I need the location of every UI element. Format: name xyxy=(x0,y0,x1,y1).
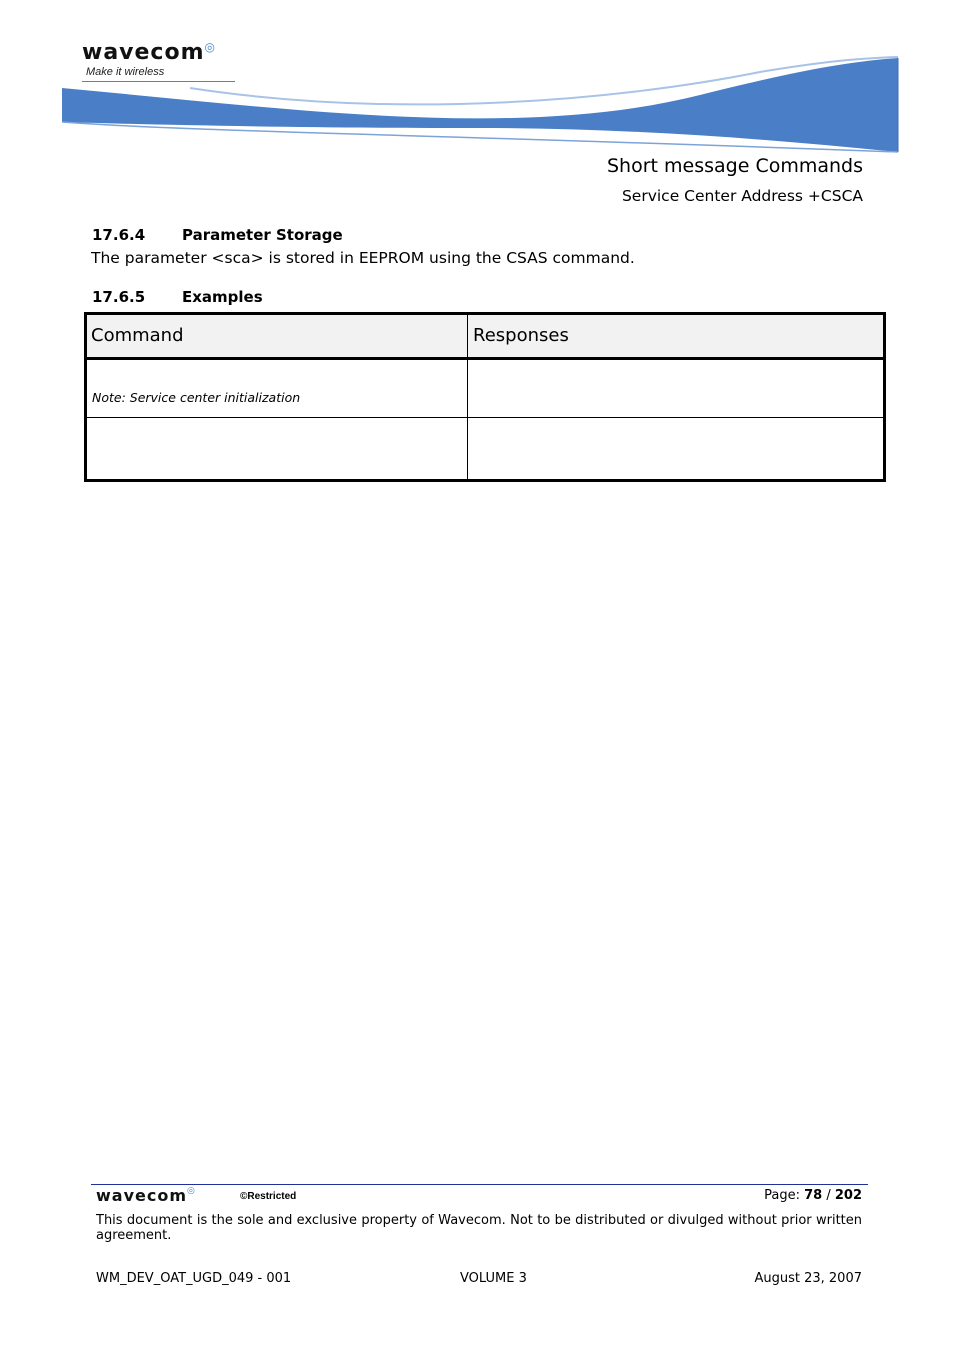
logo-underline xyxy=(82,81,235,82)
heading-examples xyxy=(92,288,263,306)
page-label: Page: xyxy=(764,1188,800,1203)
volume-label: VOLUME 3 xyxy=(460,1271,527,1286)
logo-swirl-icon: ◎ xyxy=(187,1186,196,1196)
page-current: 78 xyxy=(804,1188,823,1203)
heading-number: 17.6.5 xyxy=(92,288,146,306)
logo-tagline: Make it wireless xyxy=(86,66,165,78)
section-title: Service Center Address +CSCA xyxy=(621,187,863,205)
column-header-responses: Responses xyxy=(473,325,569,346)
footer-rule xyxy=(91,1184,868,1185)
page-number xyxy=(764,1188,862,1203)
heading-parameter-storage xyxy=(92,226,343,244)
paragraph-parameter-storage: The parameter <sca> is stored in EEPROM using the CSAS command. xyxy=(91,249,635,267)
logo-swirl-icon: ◎ xyxy=(204,40,216,54)
document-date: August 23, 2007 xyxy=(754,1271,862,1286)
restricted-label: ©Restricted xyxy=(240,1191,297,1202)
footer-wavecom-logo: wavecom◎ xyxy=(96,1186,196,1205)
examples-table xyxy=(84,312,886,482)
table-cell-note: Note: Service center initialization xyxy=(92,390,301,405)
header-banner xyxy=(0,0,954,160)
chapter-title: Short message Commands xyxy=(606,155,863,177)
confidentiality-notice: This document is the sole and exclusive property of Wavecom. Not to be distributed or divulged without prior written agreement. xyxy=(96,1213,862,1243)
page-total: 202 xyxy=(834,1188,862,1203)
page-separator: / xyxy=(826,1188,831,1203)
heading-text: Examples xyxy=(182,288,263,306)
wavecom-logo: wavecom◎ xyxy=(82,40,216,65)
heading-text: Parameter Storage xyxy=(182,226,343,244)
table-column-divider xyxy=(467,315,468,479)
heading-number: 17.6.4 xyxy=(92,226,146,244)
table-row-divider xyxy=(87,417,883,418)
column-header-command: Command xyxy=(91,325,184,346)
document-id: WM_DEV_OAT_UGD_049 - 001 xyxy=(96,1271,292,1286)
